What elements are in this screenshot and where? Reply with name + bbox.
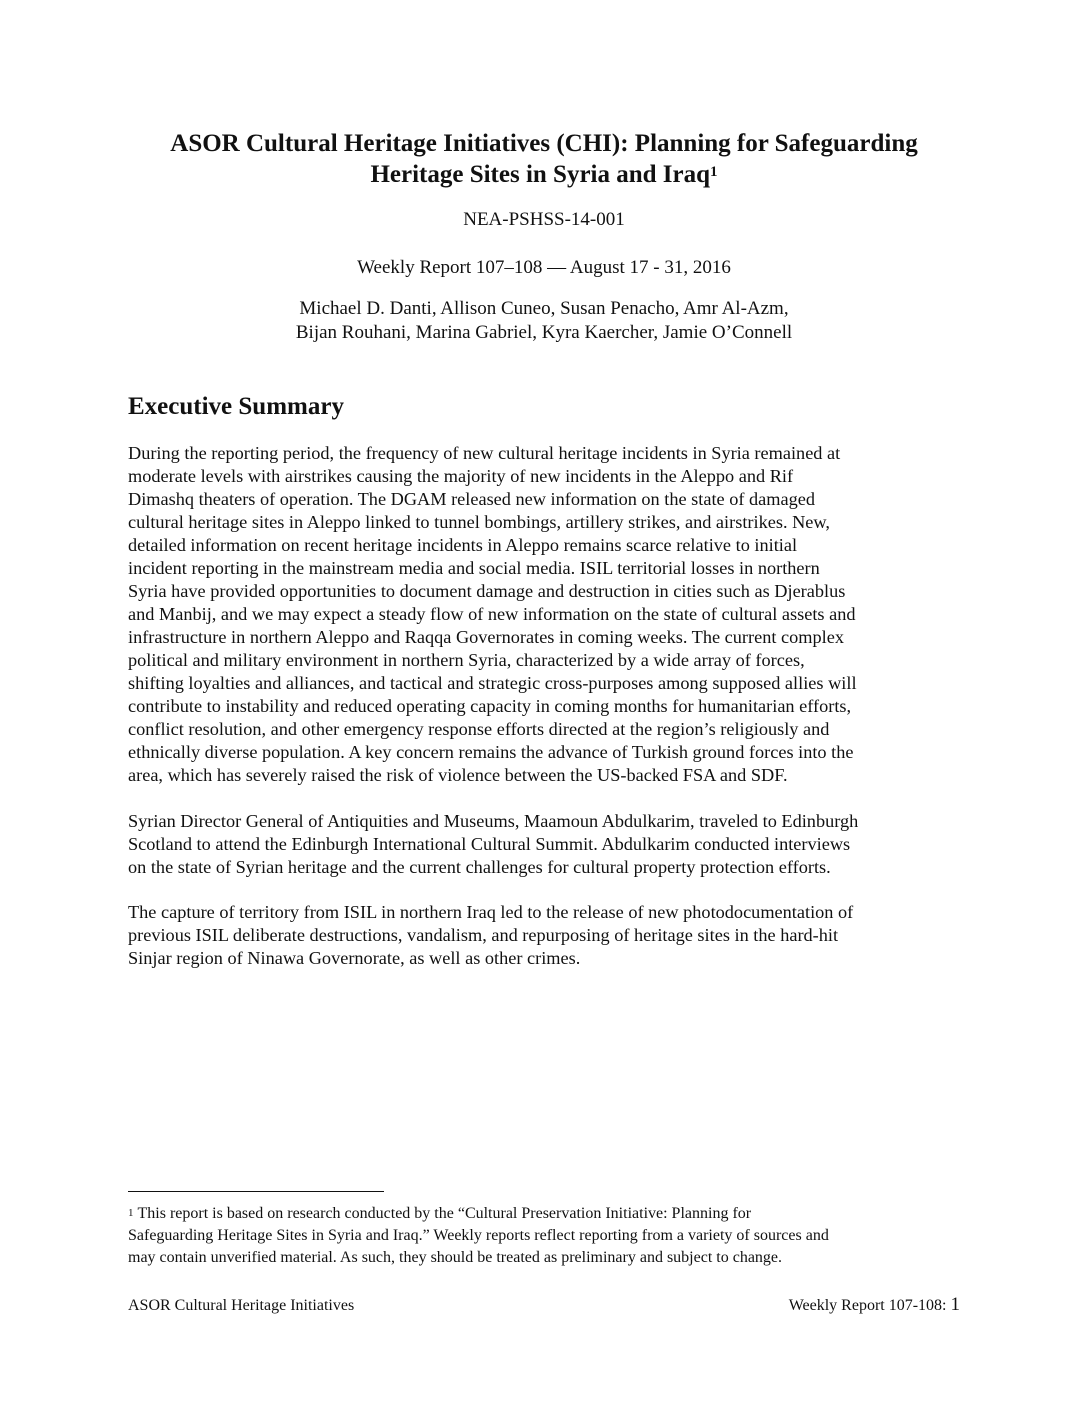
footer-report-page [789, 1294, 960, 1317]
footnote-separator [128, 1191, 384, 1192]
footnote-marker: 1 [128, 1207, 134, 1219]
title-line-1: ASOR Cultural Heritage Initiatives (CHI): Planning for Safeguarding [170, 130, 918, 157]
authors-line-2: Bijan Rouhani, Marina Gabriel, Kyra Kaercher, Jamie O’Connell [295, 322, 793, 343]
executive-summary-heading: Executive Summary [128, 393, 344, 420]
weekly-report-date: Weekly Report 107–108 — August 17 - 31, 2016 [357, 257, 731, 278]
footer-report-label: Weekly Report 107-108: [788, 1297, 951, 1314]
title-line-2: Heritage Sites in Syria and Iraq [370, 161, 711, 188]
authors [128, 297, 960, 345]
footnote [128, 1203, 960, 1269]
footnote-text: This report is based on research conducted by the “Cultural Preservation Initiative: Planning for Safeguarding Heritage Sites in Syria and Iraq.” Weekly reports reflect reporting from a variety of sources and may contain unverified material. As such, they should be treated as preliminary and subject to change. [128, 1205, 829, 1266]
document-title [128, 128, 960, 190]
summary-paragraph-2: Syrian Director General of Antiquities and Museums, Maamoun Abdulkarim, traveled to Edinburgh Scotland to attend the Edinburgh International Cultural Summit. Abdulkarim conducted interviews on the state of Syrian heritage and the current challenges for cultural property protection efforts. [128, 811, 859, 877]
page-number: 1 [950, 1294, 960, 1315]
authors-line-1: Michael D. Danti, Allison Cuneo, Susan Penacho, Amr Al-Azm, [299, 298, 789, 319]
summary-paragraph-3: The capture of territory from ISIL in northern Iraq led to the release of new photodocumentation of previous ISIL deliberate destructions, vandalism, and repurposing of heritage sites in the hard-hit Sinjar region of Ninawa Governorate, as well as other crimes. [128, 902, 854, 968]
grant-number: NEA-PSHSS-14-001 [463, 209, 625, 230]
summary-paragraph-1: During the reporting period, the frequency of new cultural heritage incidents in Syria remained at moderate levels with airstrikes causing the majority of new incidents in the Aleppo and Rif Dimashq theaters of operation. The DGAM released new information on the state of damaged cultural heritage sites in Aleppo linked to tunnel bombings, artillery strikes, and airstrikes. New, detailed information on recent heritage incidents in Aleppo remains scarce relative to initial incident reporting in the mainstream media and social media. ISIL territorial losses in northern Syria have provided opportunities to document damage and destruction in cities such as Djerablus and Manbij, and we may expect a steady flow of new information on the state of cultural assets and infrastructure in northern Aleppo and Raqqa Governorates in coming weeks. The current complex political and military environment in northern Syria, characterized by a wide array of forces, shifting loyalties and alliances, and tactical and strategic cross-purposes among supposed allies will contribute to instability and reduced operating capacity in coming months for humanitarian efforts, conflict resolution, and other emergency response efforts directed at the region’s religiously and ethnically diverse population. A key concern remains the advance of Turkish ground forces into the area, which has severely raised the risk of violence between the US-backed FSA and SDF. [128, 443, 857, 785]
footer-organization: ASOR Cultural Heritage Initiatives [128, 1297, 355, 1314]
title-footnote-marker[interactable]: 1 [710, 164, 718, 180]
